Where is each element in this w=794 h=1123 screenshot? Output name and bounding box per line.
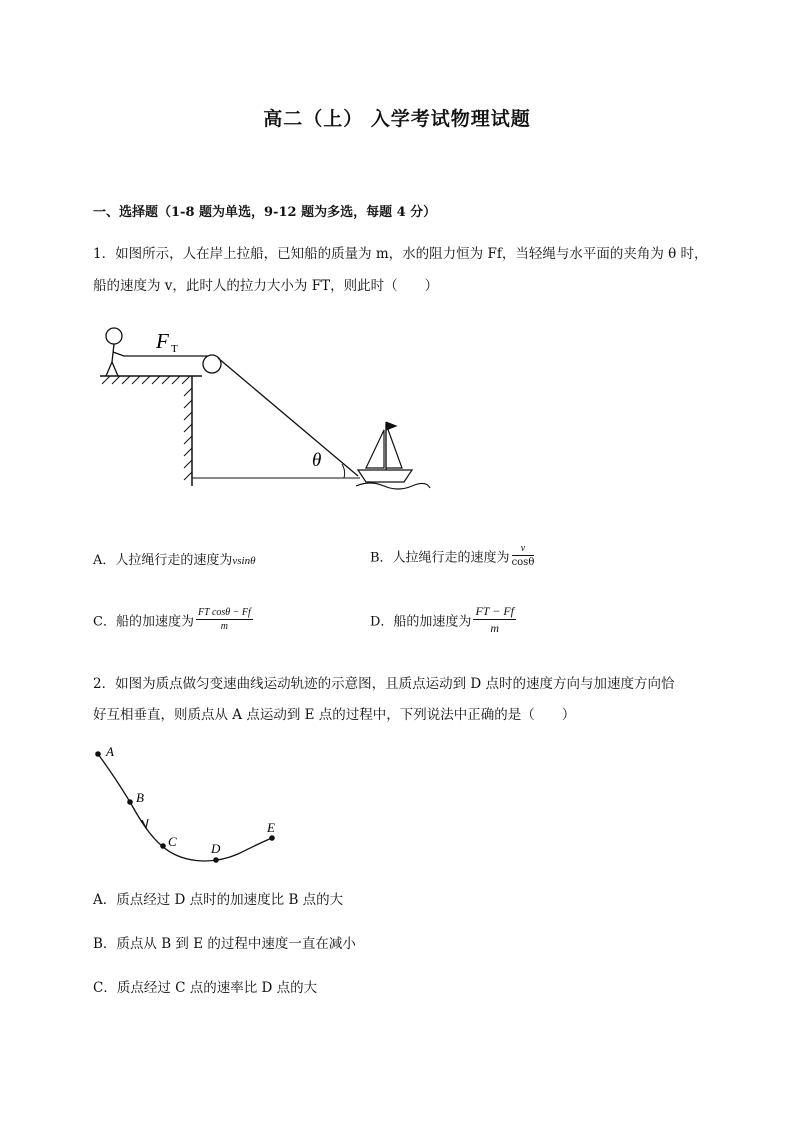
question-2-figure (90, 740, 300, 870)
point-d (213, 857, 219, 863)
option-c-fraction (196, 606, 253, 634)
question-1-text-line-1: 1．如图所示，人在岸上拉船，已知船的质量为 m，水的阻力恒为 Ff，当轻绳与水平面的夹角为 θ 时， (93, 246, 708, 262)
point-a-label: A (106, 744, 114, 759)
section-header: 一、选择题（1-8 题为单选，9-12 题为多选，每题 4 分） (93, 205, 437, 220)
point-b-label: B (136, 790, 144, 805)
option-b-denominator: cosθ (511, 557, 535, 568)
question-2-option-c: C．质点经过 C 点的速率比 D 点的大 (93, 980, 318, 996)
option-b-prefix: B．人拉绳行走的速度为 (370, 550, 510, 566)
question-1-option-b (370, 542, 534, 570)
boat-icon (356, 422, 430, 489)
option-b-numerator: v (512, 542, 535, 556)
force-label: F (156, 329, 169, 353)
point-d-label: D (211, 841, 221, 856)
option-c-prefix: C．船的加速度为 (93, 614, 194, 630)
point-c-label: C (168, 834, 177, 849)
wall-hatching (184, 388, 192, 480)
rope-slanted (218, 358, 358, 476)
point-e-label: E (267, 820, 275, 835)
question-1-option-d (370, 604, 516, 636)
page-title: 高二（上） 入学考试物理试题 (263, 108, 531, 130)
option-b-fraction (512, 542, 535, 570)
angle-label: θ (312, 450, 322, 471)
question-2-text-line-1: 2．如图为质点做匀变速曲线运动轨迹的示意图，且质点运动到 D 点时的速度方向与加速度方向恰 (93, 676, 675, 692)
person-figure (106, 328, 124, 376)
option-d-fraction (473, 604, 516, 636)
question-2-text-line-2: 好互相垂直，则质点从 A 点运动到 E 点的过程中，下列说法中正确的是（ ） (93, 707, 576, 723)
option-d-numerator: FT − Ff (475, 604, 514, 618)
option-c-numerator: FT cosθ − Ff (197, 607, 251, 618)
bank-hatching (102, 376, 190, 384)
option-a-expression: vsinθ (232, 555, 256, 567)
option-d-prefix: D．船的加速度为 (370, 614, 472, 630)
point-a (95, 751, 101, 757)
point-c (160, 843, 166, 849)
question-1-option-a (93, 549, 256, 568)
option-c-denominator: m (220, 621, 228, 632)
option-d-denominator: m (490, 621, 500, 635)
point-e (269, 835, 275, 841)
force-subscript: T (171, 343, 178, 355)
question-1-figure (90, 318, 450, 518)
question-2-option-b: B．质点从 B 到 E 的过程中速度一直在减小 (93, 936, 356, 952)
question-1-option-c (93, 606, 253, 634)
option-a-prefix: A．人拉绳行走的速度为 (93, 553, 233, 568)
trajectory-curve (98, 754, 272, 861)
question-2-option-a: A．质点经过 D 点时的加速度比 B 点的大 (93, 892, 344, 908)
point-b (127, 799, 133, 805)
question-1-text-line-2: 船的速度为 v，此时人的拉力大小为 FT，则此时（ ） (93, 278, 439, 294)
angle-arc (342, 464, 345, 478)
